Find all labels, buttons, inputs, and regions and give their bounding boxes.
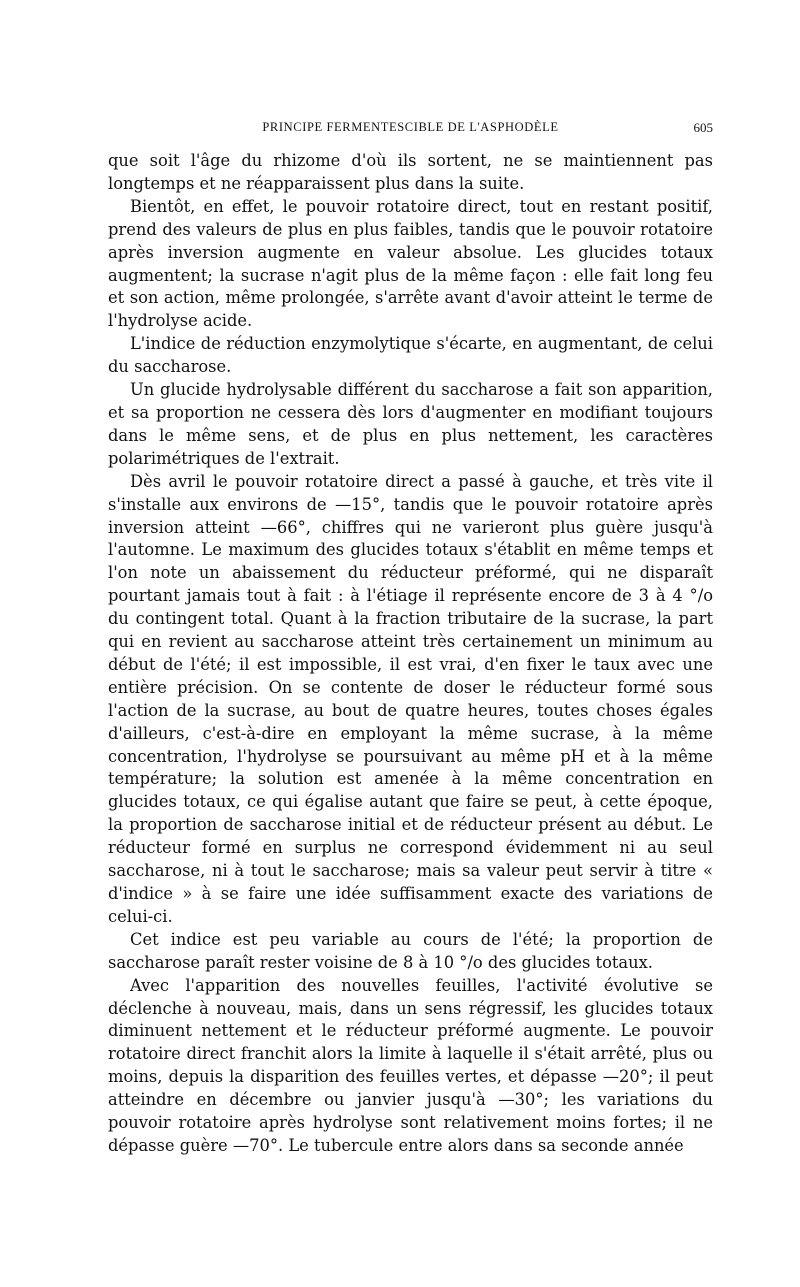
paragraph: L'indice de réduction enzymolytique s'écarte, en augmentant, de celui du saccharose. xyxy=(108,334,713,377)
paragraph: Avec l'apparition des nouvelles feuilles, l'activité évolutive se déclenche à nouveau, mais, dans un sens régressif, les glucides totaux diminuent nettement et le réducteur préformé augmente. Le pouvoir rotatoire direct franchit alors la limite à laquelle il s'était arrêté, plus ou moins, depuis la disparition des feuilles vertes, et dépasse —20°; il peut atteindre en décembre ou janvier jusqu'à —30°; les variations du pouvoir rotatoire après hydrolyse sont relativement moins fortes; il ne dépasse guère —70°. Le tubercule entre alors dans sa seconde année xyxy=(108,975,713,1155)
paragraph: Bientôt, en effet, le pouvoir rotatoire direct, tout en restant positif, prend des valeurs de plus en plus faibles, tandis que le pouvoir rotatoire après inversion augmente en valeur absolue. Les glucides totaux augmentent; la sucrase n'agit plus de la même façon : elle fait long feu et son action, même prolongée, s'arrête avant d'avoir atteint le terme de l'hydrolyse acide. xyxy=(108,196,713,331)
book-page xyxy=(108,118,713,1158)
running-title: PRINCIPE FERMENTESCIBLE DE L'ASPHODÈLE xyxy=(262,120,559,134)
page-number: 605 xyxy=(693,120,713,135)
paragraph: Cet indice est peu variable au cours de l'été; la proportion de saccharose paraît rester voisine de 8 à 10 °/o des glucides totaux. xyxy=(108,929,713,972)
paragraph: Dès avril le pouvoir rotatoire direct a passé à gauche, et très vite il s'installe aux environs de —15°, tandis que le pouvoir rotatoire après inversion atteint —66°, chiffres qui ne varieront plus guère jusqu'à l'automne. Le maximum des glucides totaux s'établit en même temps et l'on note un abaissement du réducteur préformé, qui ne disparaît pourtant jamais tout à fait : à l'étiage il représente encore de 3 à 4 °/o du contingent total. Quant à la fraction tributaire de la sucrase, la part qui en revient au saccharose atteint très certainement un minimum au début de l'été; il est impossible, il est vrai, d'en fixer le taux avec une entière précision. On se contente de doser le réducteur formé sous l'action de la sucrase, au bout de quatre heures, toutes choses égales d'ailleurs, c'est-à-dire en employant la même sucrase, à la même concentration, l'hydrolyse se poursuivant au même pH et à la même température; la solution est amenée à la même concentration en glucides totaux, ce qui égalise autant que faire se peut, à cette époque, la proportion de saccharose initial et de réducteur présent au début. Le réducteur formé en surplus ne correspond évidemment ni au seul saccharose, ni à tout le saccharose; mais sa valeur peut servir à titre « d'indice » à se faire une idée suffisamment exacte des variations de celui-ci. xyxy=(108,471,713,926)
paragraph: Un glucide hydrolysable différent du saccharose a fait son apparition, et sa proportion ne cessera dès lors d'augmenter en modifiant toujours dans le même sens, et de plus en plus nettement, les caractères polarimétriques de l'extrait. xyxy=(108,380,713,468)
page-header xyxy=(108,118,713,140)
paragraph-continued: que soit l'âge du rhizome d'où ils sortent, ne se maintiennent pas longtemps et ne réapparaissent plus dans la suite. xyxy=(108,151,713,193)
body-text xyxy=(108,150,713,1158)
